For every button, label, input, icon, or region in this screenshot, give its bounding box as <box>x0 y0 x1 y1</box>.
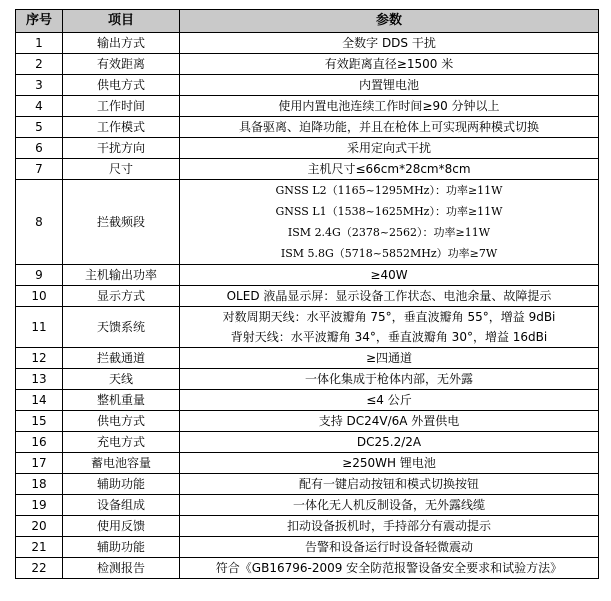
row-item: 供电方式 <box>63 75 180 96</box>
row-param: ≥四通道 <box>180 348 599 369</box>
row-index: 19 <box>16 495 63 516</box>
row-item: 整机重量 <box>63 390 180 411</box>
row-index: 10 <box>16 286 63 307</box>
row-index: 15 <box>16 411 63 432</box>
row-param: 内置锂电池 <box>180 75 599 96</box>
row-item: 工作模式 <box>63 117 180 138</box>
table-row <box>16 348 599 369</box>
table-row <box>16 411 599 432</box>
row-item: 输出方式 <box>63 33 180 54</box>
row-index: 7 <box>16 159 63 180</box>
row-index: 6 <box>16 138 63 159</box>
row-item: 拦截频段 <box>63 180 180 265</box>
row-index: 16 <box>16 432 63 453</box>
table-row <box>16 96 599 117</box>
row-param: ≤4 公斤 <box>180 390 599 411</box>
row-param: OLED 液晶显示屏：显示设备工作状态、电池余量、故障提示 <box>180 286 599 307</box>
table-row <box>16 390 599 411</box>
table-row <box>16 516 599 537</box>
row-index: 18 <box>16 474 63 495</box>
header-index: 序号 <box>16 10 63 33</box>
spec-table <box>15 9 599 579</box>
row-item: 检测报告 <box>63 558 180 579</box>
row-item: 天线 <box>63 369 180 390</box>
row-index: 8 <box>16 180 63 265</box>
row-index: 22 <box>16 558 63 579</box>
antenna-line: 对数周期天线：水平波瓣角 75°，垂直波瓣角 55°，增益 9dBi <box>222 310 556 324</box>
table-row <box>16 495 599 516</box>
table-row <box>16 558 599 579</box>
row-param: 具备驱离、迫降功能，并且在枪体上可实现两种模式切换 <box>180 117 599 138</box>
row-index: 2 <box>16 54 63 75</box>
row-index: 3 <box>16 75 63 96</box>
row-param: 一体化集成于枪体内部，无外露 <box>180 369 599 390</box>
frequency-band-line: ISM 5.8G（5718~5852MHz）功率≥7W <box>280 247 498 260</box>
row-param: ≥40W <box>180 265 599 286</box>
row-param: DC25.2/2A <box>180 432 599 453</box>
row-param: 采用定向式干扰 <box>180 138 599 159</box>
row-param: 支持 DC24V/6A 外置供电 <box>180 411 599 432</box>
row-param: 有效距离直径≥1500 米 <box>180 54 599 75</box>
row-index: 9 <box>16 265 63 286</box>
row-item: 设备组成 <box>63 495 180 516</box>
table-row <box>16 537 599 558</box>
table-row <box>16 474 599 495</box>
row-item: 主机输出功率 <box>63 265 180 286</box>
row-item: 供电方式 <box>63 411 180 432</box>
table-row <box>16 54 599 75</box>
frequency-band-line: GNSS L1（1538~1625MHz）：功率≥11W <box>275 205 503 218</box>
table-row <box>16 265 599 286</box>
row-item: 显示方式 <box>63 286 180 307</box>
row-index: 21 <box>16 537 63 558</box>
row-index: 12 <box>16 348 63 369</box>
row-index: 20 <box>16 516 63 537</box>
table-row <box>16 117 599 138</box>
row-param: 配有一键启动按钮和模式切换按钮 <box>180 474 599 495</box>
row-index: 4 <box>16 96 63 117</box>
row-index: 13 <box>16 369 63 390</box>
row-param: ≥250WH 锂电池 <box>180 453 599 474</box>
row-param: 全数字 DDS 干扰 <box>180 33 599 54</box>
row-item: 工作时间 <box>63 96 180 117</box>
row-item: 有效距离 <box>63 54 180 75</box>
row-param: 扣动设备扳机时，手持部分有震动提示 <box>180 516 599 537</box>
antenna-line: 背射天线：水平波瓣角 34°，垂直波瓣角 30°，增益 16dBi <box>230 330 548 344</box>
row-param: 告警和设备运行时设备轻微震动 <box>180 537 599 558</box>
frequency-band-line: ISM 2.4G（2378~2562）：功率≥11W <box>287 226 491 239</box>
frequency-band-line: GNSS L2（1165~1295MHz）：功率≥11W <box>275 184 503 197</box>
row-item: 干扰方向 <box>63 138 180 159</box>
header-param: 参数 <box>180 10 599 33</box>
row-item: 使用反馈 <box>63 516 180 537</box>
row-index: 17 <box>16 453 63 474</box>
row-param: 一体化无人机反制设备，无外露线缆 <box>180 495 599 516</box>
row-param: 使用内置电池连续工作时间≥90 分钟以上 <box>180 96 599 117</box>
table-row <box>16 286 599 307</box>
row-item: 拦截通道 <box>63 348 180 369</box>
table-row <box>16 180 599 265</box>
table-row <box>16 432 599 453</box>
table-row <box>16 369 599 390</box>
row-item: 蓄电池容量 <box>63 453 180 474</box>
row-item: 辅助功能 <box>63 537 180 558</box>
row-param-multiline <box>180 180 599 265</box>
row-index: 14 <box>16 390 63 411</box>
table-row <box>16 307 599 348</box>
table-header-row <box>16 10 599 33</box>
table-row <box>16 75 599 96</box>
table-row <box>16 138 599 159</box>
row-item: 尺寸 <box>63 159 180 180</box>
row-item: 充电方式 <box>63 432 180 453</box>
row-index: 5 <box>16 117 63 138</box>
row-item: 辅助功能 <box>63 474 180 495</box>
row-index: 1 <box>16 33 63 54</box>
row-index: 11 <box>16 307 63 348</box>
header-item: 项目 <box>63 10 180 33</box>
row-param-multiline <box>180 307 599 348</box>
row-param: 符合《GB16796-2009 安全防范报警设备安全要求和试验方法》 <box>180 558 599 579</box>
table-row <box>16 453 599 474</box>
table-row <box>16 33 599 54</box>
table-row <box>16 159 599 180</box>
row-param: 主机尺寸≤66cm*28cm*8cm <box>180 159 599 180</box>
row-item: 天馈系统 <box>63 307 180 348</box>
